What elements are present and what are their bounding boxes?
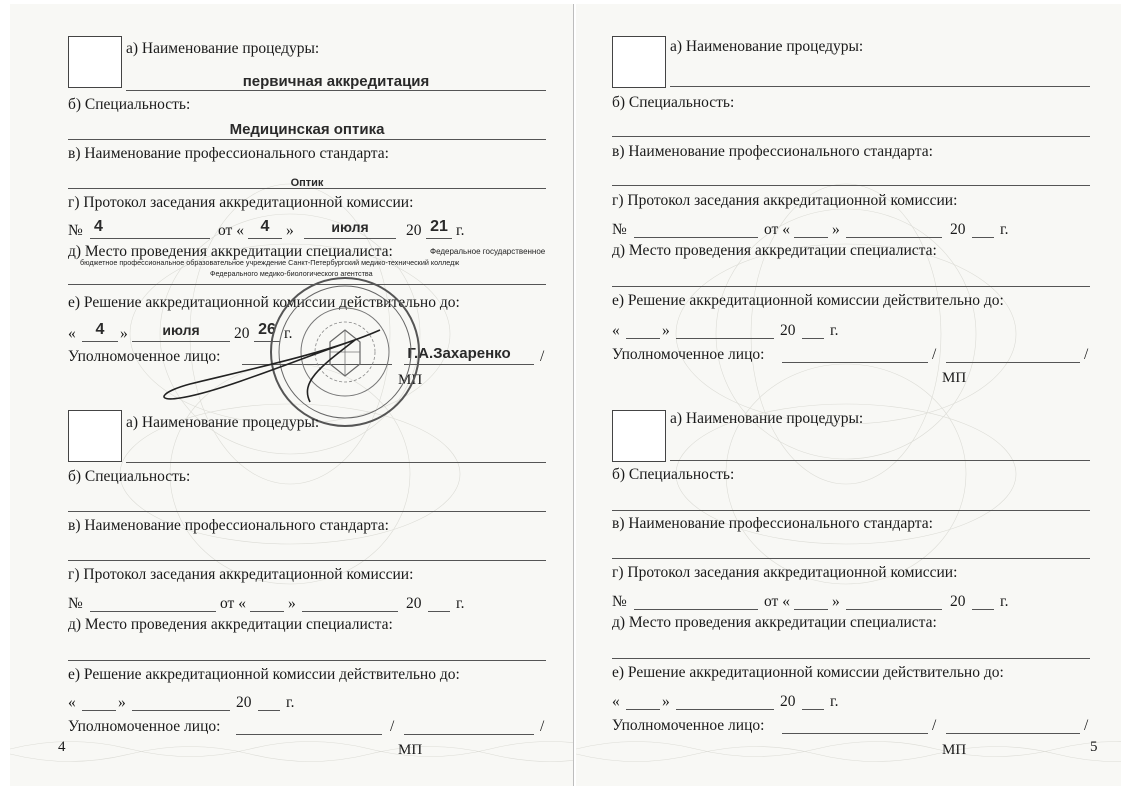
- photo-box: [68, 410, 122, 462]
- standard-value: Оптик: [290, 177, 324, 189]
- authorized-sign-line: [782, 362, 928, 363]
- mp-label: МП: [942, 370, 967, 386]
- page-right: [576, 4, 1121, 786]
- specialty-line: [68, 139, 546, 140]
- protocol-quote-close: »: [286, 222, 294, 239]
- standard-line: [68, 560, 546, 561]
- valid-day-line: [626, 709, 660, 710]
- authorized-slash-1: /: [932, 717, 937, 734]
- protocol-month-line: [304, 238, 396, 239]
- valid-day-line: [82, 710, 116, 711]
- specialty-value: Медицинская оптика: [229, 121, 385, 138]
- protocol-ot: от «: [764, 593, 790, 610]
- valid-day-line: [626, 338, 660, 339]
- valid-quote-open: «: [612, 322, 620, 339]
- protocol-year: 21: [430, 218, 448, 235]
- place-line: [612, 286, 1090, 287]
- protocol-century: 20: [950, 221, 966, 238]
- protocol-month: июля: [331, 219, 369, 235]
- valid-until-label: е) Решение аккредитационной комиссии действительно до:: [612, 292, 1004, 309]
- standard-label: в) Наименование профессионального стандарта:: [68, 517, 389, 534]
- protocol-day: 4: [260, 218, 270, 235]
- valid-year-line: [258, 710, 280, 711]
- protocol-number-line: [90, 611, 216, 612]
- valid-year: 26: [258, 321, 276, 338]
- place-line: [612, 658, 1090, 659]
- authorized-slash-2: /: [540, 718, 545, 735]
- authorized-label: Уполномоченное лицо:: [68, 348, 221, 365]
- protocol-year-line: [426, 238, 452, 239]
- valid-until-label: е) Решение аккредитационной комиссии действительно до:: [68, 294, 460, 311]
- place-value-line2: бюджетное профессиональное образовательное учреждение Санкт-Петербургский медико-технический колледж: [80, 258, 460, 267]
- valid-quote-open: «: [612, 693, 620, 710]
- place-value-line3: Федерального медико-биологического агентства: [210, 269, 373, 278]
- standard-label: в) Наименование профессионального стандарта:: [612, 143, 933, 160]
- protocol-number: 4: [94, 218, 103, 235]
- standard-label: в) Наименование профессионального стандарта:: [612, 515, 933, 532]
- protocol-year-line: [972, 609, 994, 610]
- specialty-label: б) Специальность:: [612, 466, 735, 483]
- standard-label: в) Наименование профессионального стандарта:: [68, 145, 389, 162]
- protocol-month-line: [302, 611, 398, 612]
- authorized-slash-2: /: [1084, 346, 1089, 363]
- mp-label: МП: [942, 742, 967, 758]
- valid-quote-open: «: [68, 325, 76, 342]
- valid-quote-open: «: [68, 694, 76, 711]
- protocol-day-line: [794, 237, 828, 238]
- authorized-person: Г.А.Захаренко: [407, 345, 511, 362]
- valid-century: 20: [780, 322, 796, 339]
- standard-line: [612, 558, 1090, 559]
- valid-day-line: [82, 341, 118, 342]
- protocol-label: г) Протокол заседания аккредитационной комиссии:: [612, 192, 958, 209]
- authorized-label: Уполномоченное лицо:: [68, 718, 221, 735]
- valid-month-line: [132, 710, 230, 711]
- authorized-name-line: [946, 733, 1080, 734]
- valid-until-label: е) Решение аккредитационной комиссии действительно до:: [68, 666, 460, 683]
- protocol-number-line: [90, 238, 210, 239]
- place-label: д) Место проведения аккредитации специалиста:: [612, 242, 937, 259]
- valid-century: 20: [236, 694, 252, 711]
- protocol-day-line: [794, 609, 828, 610]
- procedure-value: первичная аккредитация: [242, 73, 430, 90]
- authorized-sign-line: [236, 734, 382, 735]
- protocol-ot: от «: [220, 595, 246, 612]
- valid-month-line: [676, 709, 774, 710]
- page-number-left: 4: [58, 739, 66, 755]
- entry-block-4: [576, 376, 1121, 758]
- place-label: д) Место проведения аккредитации специалиста:: [68, 616, 393, 633]
- place-label: д) Место проведения аккредитации специалиста:: [68, 243, 393, 260]
- authorized-slash-2: /: [1084, 717, 1089, 734]
- page-number-right: 5: [1090, 739, 1098, 755]
- protocol-no: №: [68, 595, 83, 612]
- protocol-day-line: [248, 238, 282, 239]
- protocol-year-suffix: г.: [456, 595, 465, 612]
- authorized-slash: /: [540, 348, 545, 365]
- procedure-label: а) Наименование процедуры:: [670, 38, 864, 55]
- valid-quote-close: »: [662, 322, 670, 339]
- protocol-no: №: [612, 593, 627, 610]
- valid-century: 20: [234, 325, 250, 342]
- protocol-month-line: [846, 237, 942, 238]
- procedure-label: а) Наименование процедуры:: [126, 414, 320, 431]
- protocol-no: №: [68, 222, 83, 239]
- place-label: д) Место проведения аккредитации специалиста:: [612, 614, 937, 631]
- protocol-quote-close: »: [832, 593, 840, 610]
- valid-month-line: [676, 338, 774, 339]
- procedure-line: [126, 462, 546, 463]
- procedure-label: а) Наименование процедуры:: [126, 40, 320, 57]
- procedure-line: [670, 86, 1090, 87]
- protocol-century: 20: [406, 222, 422, 239]
- valid-year-suffix: г.: [286, 694, 295, 711]
- protocol-century: 20: [406, 595, 422, 612]
- protocol-label: г) Протокол заседания аккредитационной комиссии:: [68, 194, 414, 211]
- protocol-year-line: [972, 237, 994, 238]
- authorized-slash-1: /: [390, 718, 395, 735]
- protocol-month-line: [846, 609, 942, 610]
- page-left: [10, 4, 574, 786]
- valid-month: июля: [162, 322, 200, 338]
- valid-until-label: е) Решение аккредитационной комиссии действительно до:: [612, 664, 1004, 681]
- protocol-number-line: [634, 609, 758, 610]
- authorized-label: Уполномоченное лицо:: [612, 346, 765, 363]
- valid-year-suffix: г.: [284, 325, 293, 342]
- specialty-line: [612, 510, 1090, 511]
- valid-quote-close: »: [120, 325, 128, 342]
- protocol-ot: от «: [764, 221, 790, 238]
- place-value-line1: Федеральное государственное: [430, 247, 546, 256]
- authorized-sign-line: [782, 733, 928, 734]
- photo-box: [612, 410, 666, 462]
- entry-block-3: [576, 4, 1121, 386]
- protocol-year-line: [428, 611, 450, 612]
- protocol-number-line: [634, 237, 758, 238]
- specialty-line: [68, 511, 546, 512]
- protocol-century: 20: [950, 593, 966, 610]
- valid-century: 20: [780, 693, 796, 710]
- authorized-name-line: [404, 734, 534, 735]
- valid-day: 4: [95, 321, 105, 338]
- protocol-label: г) Протокол заседания аккредитационной комиссии:: [68, 566, 414, 583]
- mp-label: МП: [398, 372, 423, 388]
- mp-label: МП: [398, 742, 423, 758]
- protocol-year-suffix: г.: [456, 222, 465, 239]
- authorized-label: Уполномоченное лицо:: [612, 717, 765, 734]
- valid-quote-close: »: [662, 693, 670, 710]
- specialty-label: б) Специальность:: [68, 96, 191, 113]
- protocol-quote-close: »: [832, 221, 840, 238]
- entry-block-2: [10, 376, 573, 758]
- procedure-line: [670, 460, 1090, 461]
- valid-year-suffix: г.: [830, 322, 839, 339]
- protocol-label: г) Протокол заседания аккредитационной комиссии:: [612, 564, 958, 581]
- authorized-name-line: [946, 362, 1080, 363]
- protocol-ot: от «: [218, 222, 244, 239]
- valid-year-line: [802, 709, 824, 710]
- authorized-slash-1: /: [932, 346, 937, 363]
- specialty-label: б) Специальность:: [612, 94, 735, 111]
- protocol-quote-close: »: [288, 595, 296, 612]
- standard-line: [68, 188, 546, 189]
- photo-box: [68, 36, 122, 88]
- photo-box: [612, 36, 666, 88]
- protocol-no: №: [612, 221, 627, 238]
- procedure-label: а) Наименование процедуры:: [670, 410, 864, 427]
- protocol-year-suffix: г.: [1000, 593, 1009, 610]
- protocol-day-line: [250, 611, 284, 612]
- place-line: [68, 660, 546, 661]
- procedure-line: [126, 90, 546, 91]
- protocol-year-suffix: г.: [1000, 221, 1009, 238]
- specialty-line: [612, 136, 1090, 137]
- valid-year-line: [802, 338, 824, 339]
- standard-line: [612, 185, 1090, 186]
- valid-quote-close: »: [118, 694, 126, 711]
- valid-year-suffix: г.: [830, 693, 839, 710]
- specialty-label: б) Специальность:: [68, 468, 191, 485]
